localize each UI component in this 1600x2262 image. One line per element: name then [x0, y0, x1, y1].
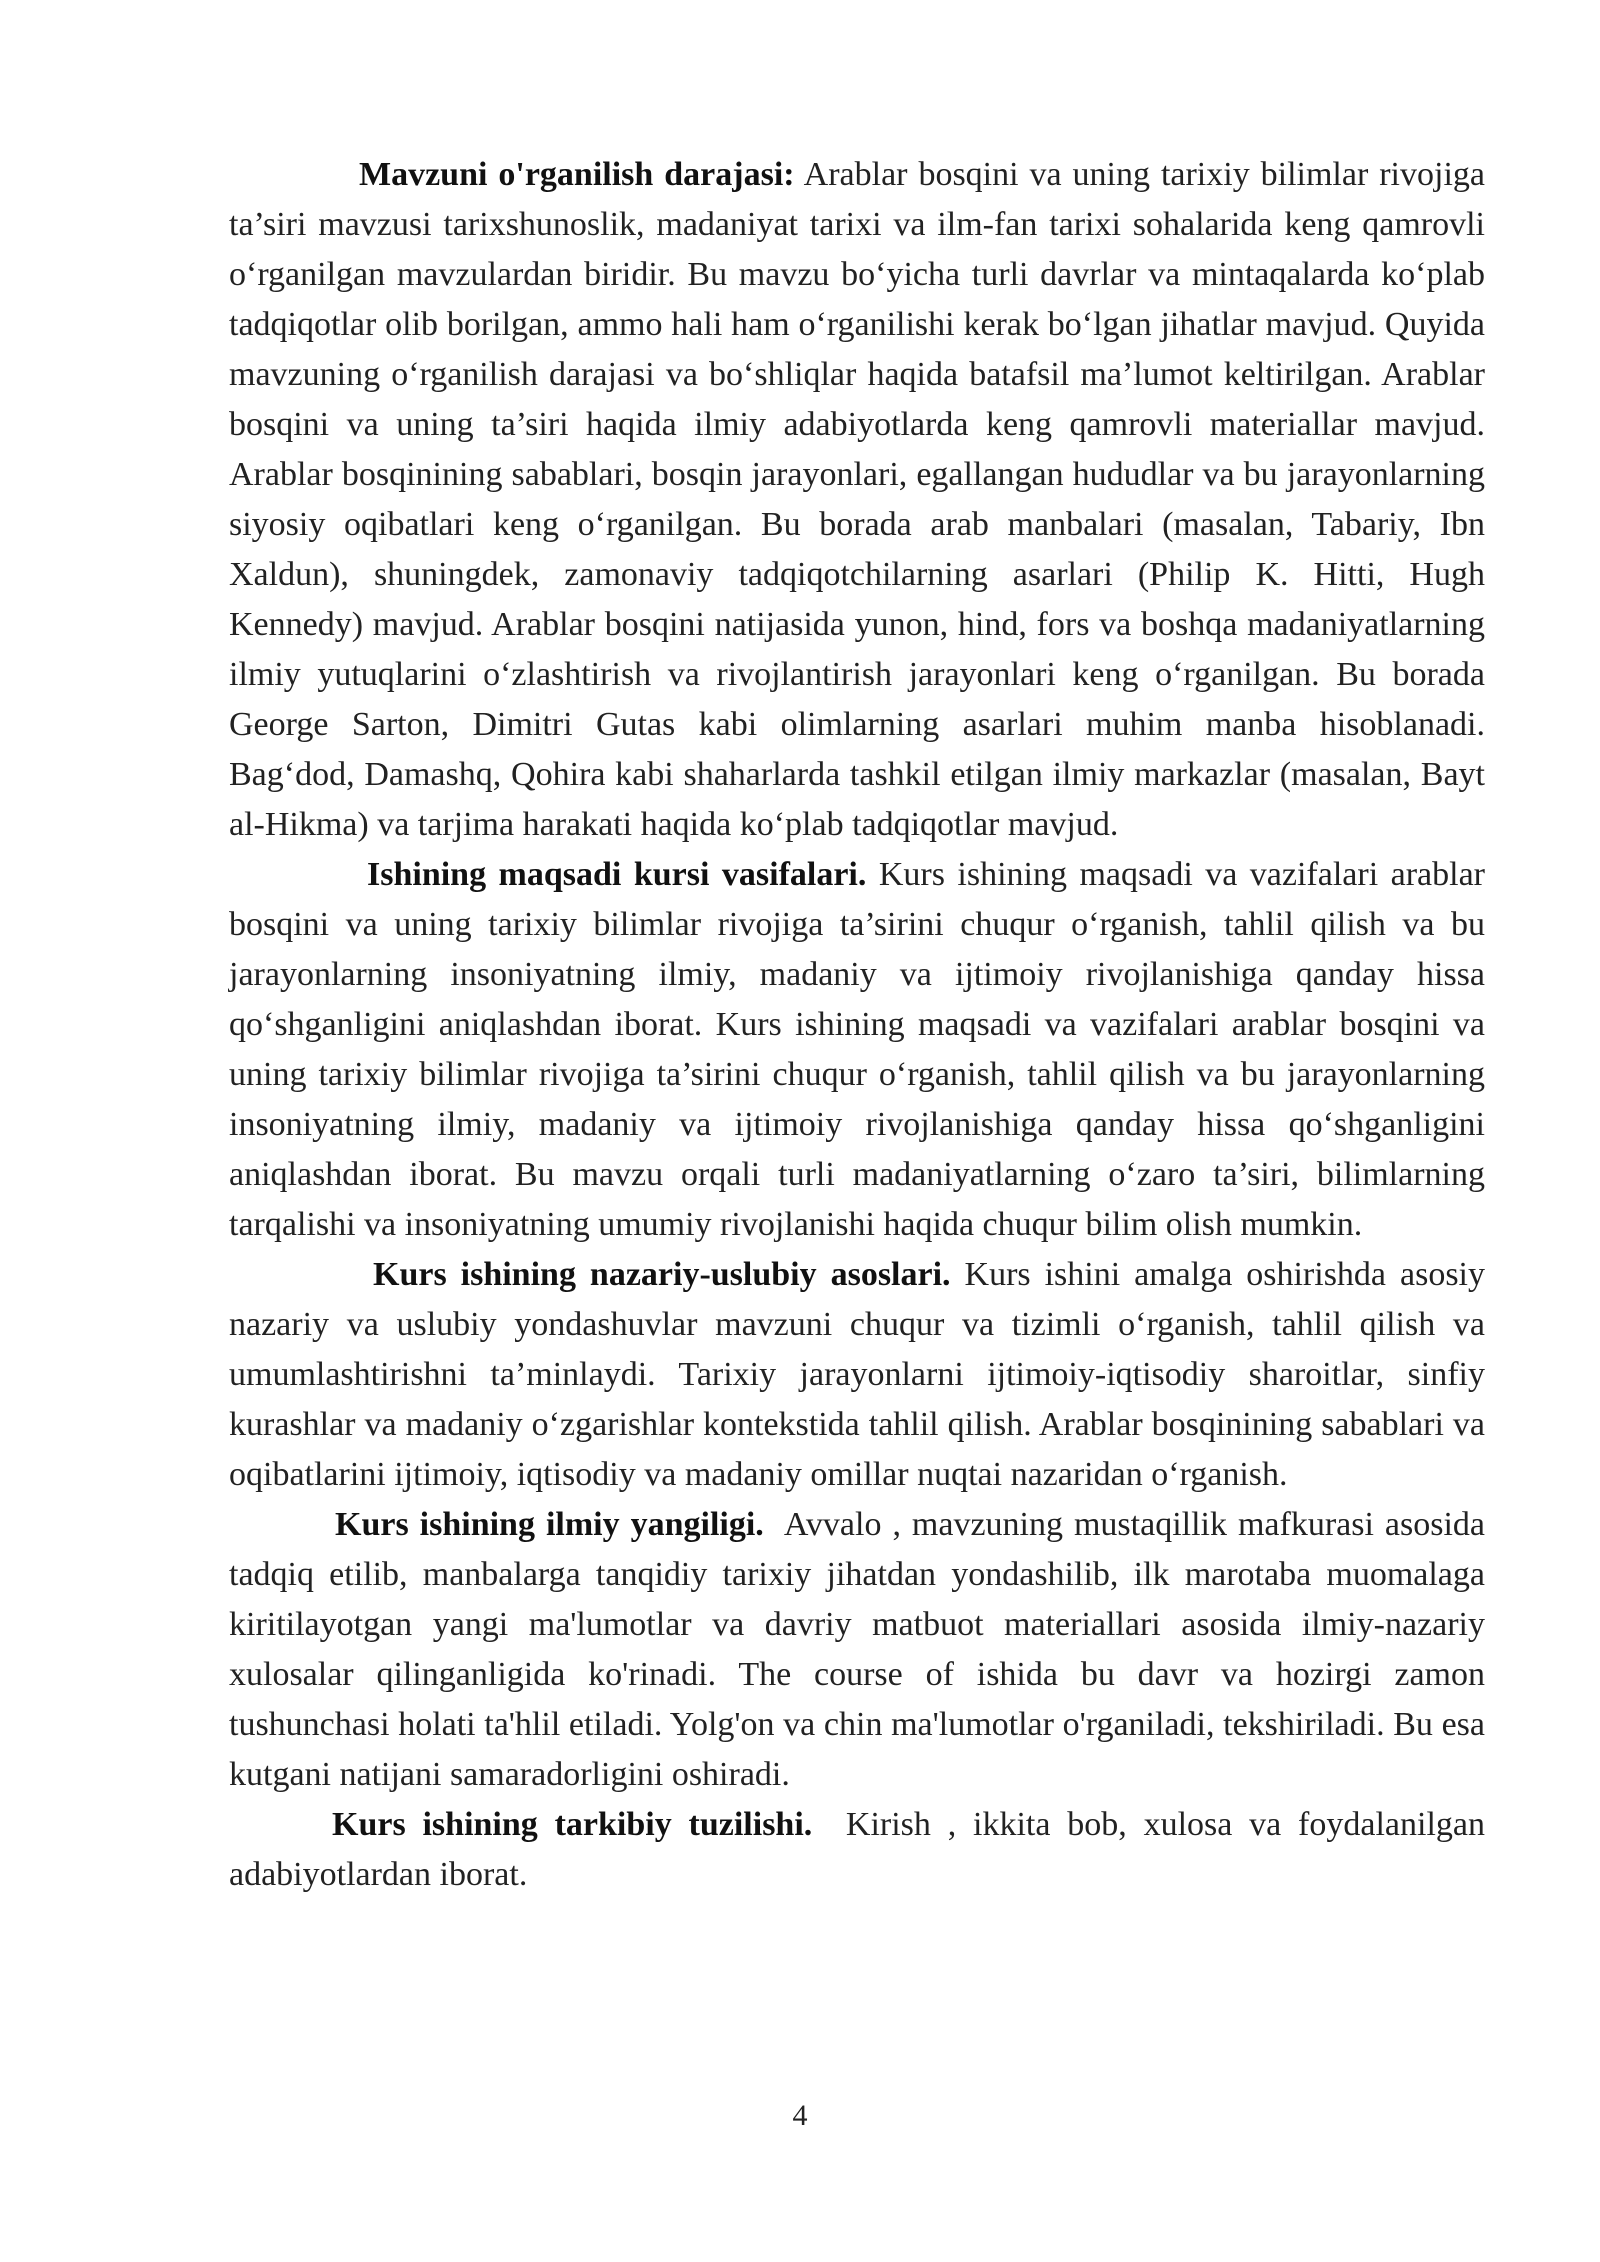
paragraph-theoretical-basis — [229, 1250, 1485, 1500]
heading-scientific-novelty: Kurs ishining ilmiy yangiligi. — [335, 1506, 764, 1543]
paragraph-study-level — [229, 150, 1485, 850]
body-structure: Kirish , ikkita bob, xulosa va foydalanilgan adabiyotlardan iborat. — [229, 1806, 1494, 1893]
heading-structure: Kurs ishining tarkibiy tuzilishi. — [332, 1806, 813, 1843]
body-theoretical-basis: Kurs ishini amalga oshirishda asosiy nazariy va uslubiy yondashuvlar mavzuni chuqur va tizimli o‘rganish, tahlil qilish va umumlashtirishni ta’minlaydi. Tarixiy jarayonlarni ijtimoiy-iqtisodiy sharoitlar, sinfiy kurashlar va madaniy o‘zgarishlar kontekstida tahlil qilish. Arablar bosqinining sabablari va oqibatlarini ijtimoiy, iqtisodiy va madaniy omillar nuqtai nazaridan o‘rganish. — [229, 1256, 1485, 1493]
heading-goals-tasks: Ishining maqsadi kursi vasifalari. — [367, 856, 867, 893]
page-content — [229, 150, 1494, 1900]
page-number: 4 — [792, 2099, 808, 2132]
paragraph-goals-tasks — [229, 850, 1485, 1250]
paragraph-structure — [229, 1800, 1494, 1900]
heading-theoretical-basis: Kurs ishining nazariy-uslubiy asoslari. — [373, 1256, 951, 1293]
body-study-level: Arablar bosqini va uning tarixiy bilimlar rivojiga ta’siri mavzusi tarixshunoslik, madaniyat tarixi va ilm-fan tarixi sohalarida keng qamrovli o‘rganilgan mavzulardan biridir. Bu mavzu bo‘yicha turli davrlar va mintaqalarda ko‘plab tadqiqotlar olib borilgan, ammo hali ham o‘rganilishi kerak bo‘lgan jihatlar mavjud. Quyida mavzuning o‘rganilish darajasi va bo‘shliqlar haqida batafsil ma’lumot keltirilgan. Arablar bosqini va uning ta’siri haqida ilmiy adabiyotlarda keng qamrovli materiallar mavjud. Arablar bosqinining sabablari, bosqin jarayonlari, egallangan hududlar va bu jarayonlarning siyosiy oqibatlari keng o‘rganilgan. Bu borada arab manbalari (masalan, Tabariy, Ibn Xaldun), shuningdek, zamonaviy tadqiqotchilarning asarlari (Philip K. Hitti, Hugh Kennedy) mavjud. Arablar bosqini natijasida yunon, hind, fors va boshqa madaniyatlarning ilmiy yutuqlarini o‘zlashtirish va rivojlantirish jarayonlari keng o‘rganilgan. Bu borada George Sarton, Dimitri Gutas kabi olimlarning asarlari muhim manba hisoblanadi. Bag‘dod, Damashq, Qohira kabi shaharlarda tashkil etilgan ilmiy markazlar (masalan, Bayt al-Hikma) va tarjima harakati haqida ko‘plab tadqiqotlar mavjud. — [229, 156, 1485, 843]
body-scientific-novelty: Avvalo , mavzuning mustaqillik mafkurasi asosida tadqiq etilib, manbalarga tanqidiy tarixiy jihatdan yondashilib, ilk marotaba muomalaga kiritilayotgan yangi ma'lumotlar va davriy matbuot materiallari asosida ilmiy-nazariy xulosalar qilinganligida ko'rinadi. The course of ishida bu davr va hozirgi zamon tushunchasi holati ta'hlil etiladi. Yolg'on va chin ma'lumotlar o'rganiladi, tekshiriladi. Bu esa kutgani natijani samaradorligini oshiradi. — [229, 1506, 1494, 1793]
body-goals-tasks: Kurs ishining maqsadi va vazifalari arablar bosqini va uning tarixiy bilimlar rivojiga ta’sirini chuqur o‘rganish, tahlil qilish va bu jarayonlarning insoniyatning ilmiy, madaniy va ijtimoiy rivojlanishiga qanday hissa qo‘shganligini aniqlashdan iborat. Kurs ishining maqsadi va vazifalari arablar bosqini va uning tarixiy bilimlar rivojiga ta’sirini chuqur o‘rganish, tahlil qilish va bu jarayonlarning insoniyatning ilmiy, madaniy va ijtimoiy rivojlanishiga qanday hissa qo‘shganligini aniqlashdan iborat. Bu mavzu orqali turli madaniyatlarning o‘zaro ta’siri, bilimlarning tarqalishi va insoniyatning umumiy rivojlanishi haqida chuqur bilim olish mumkin. — [229, 856, 1485, 1243]
paragraph-scientific-novelty — [229, 1500, 1494, 1800]
heading-study-level: Mavzuni o'rganilish darajasi: — [359, 156, 795, 193]
